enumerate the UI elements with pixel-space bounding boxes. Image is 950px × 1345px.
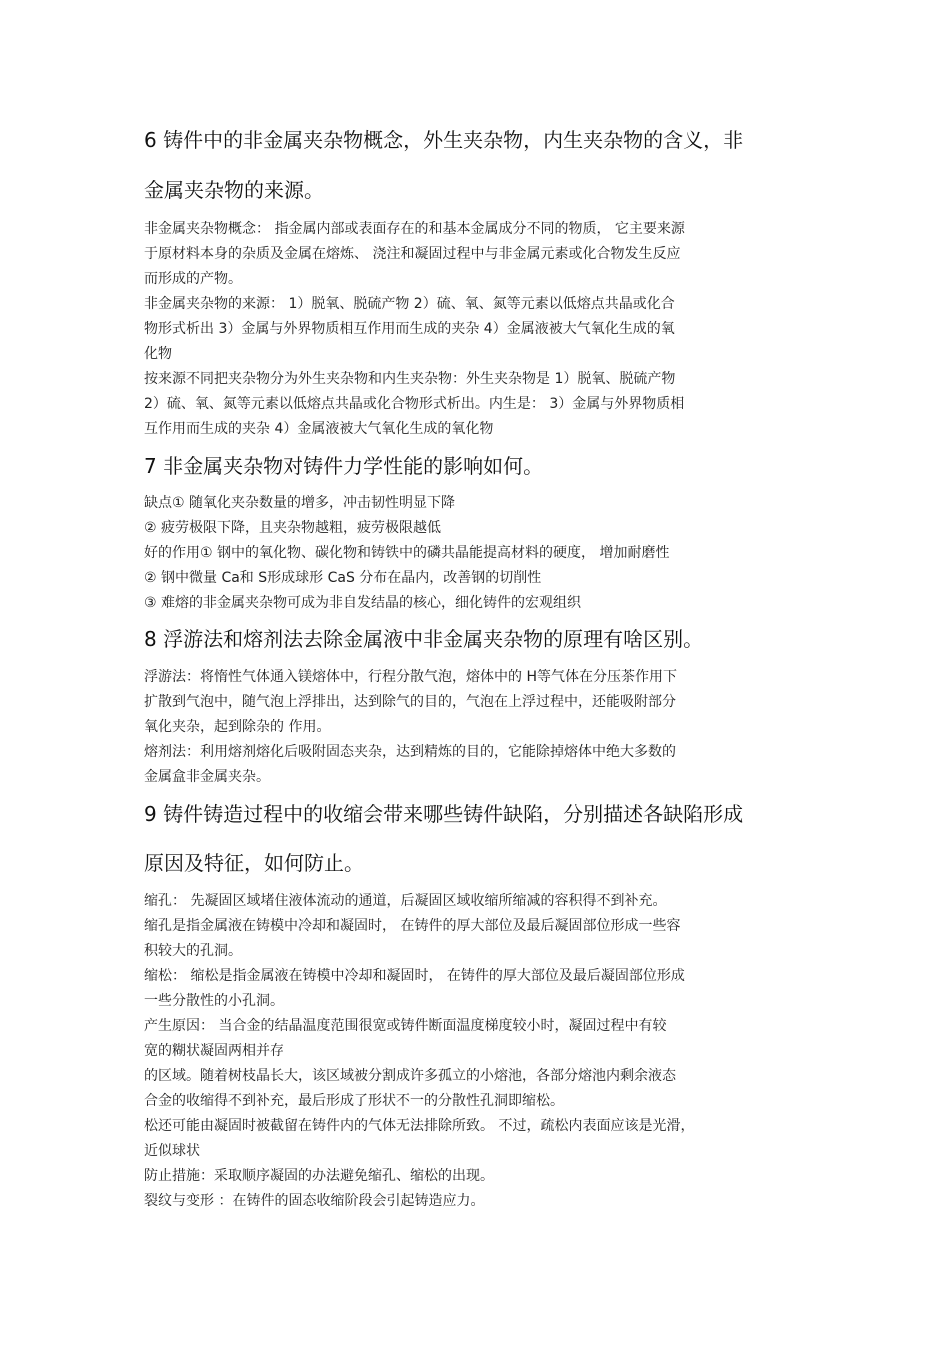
paragraph-line: 防止措施：采取顺序凝固的办法避免缩孔、缩松的出现。 — [144, 1168, 494, 1184]
section-6-heading-line-1: 6 铸件中的非金属夹杂物概念，外生夹杂物，内生夹杂物的含义，非 — [144, 128, 744, 152]
paragraph-line: 缩孔： 先凝固区域堵住液体流动的通道，后凝固区域收缩所缩减的容积得不到补充。 — [144, 893, 667, 909]
paragraph-line: 按来源不同把夹杂物分为外生夹杂物和内生夹杂物：外生夹杂物是 1）脱氧、脱硫产物 — [144, 371, 676, 387]
paragraph-line: 松还可能由凝固时被截留在铸件内的气体无法排除所致。 不过，疏松内表面应该是光滑， — [144, 1118, 695, 1134]
paragraph-line: ③ 难熔的非金属夹杂物可成为非自发结晶的核心，细化铸件的宏观组织 — [144, 595, 581, 611]
paragraph-line: 合金的收缩得不到补充，最后形成了形状不一的分散性孔洞即缩松。 — [144, 1093, 564, 1109]
paragraph-line: ② 疲劳极限下降，且夹杂物越粗，疲劳极限越低 — [144, 520, 441, 536]
paragraph-line: 缩松： 缩松是指金属液在铸模中冷却和凝固时， 在铸件的厚大部位及最后凝固部位形成 — [144, 968, 685, 984]
paragraph-line: 于原材料本身的杂质及金属在熔炼、 浇注和凝固过程中与非金属元素或化合物发生反应 — [144, 246, 681, 262]
paragraph-line: 缩孔是指金属液在铸模中冷却和凝固时， 在铸件的厚大部位及最后凝固部位形成一些容 — [144, 918, 681, 934]
paragraph-line: 近似球状 — [144, 1143, 200, 1159]
paragraph-line: 扩散到气泡中，随气泡上浮排出，达到除气的目的，气泡在上浮过程中，还能吸附部分 — [144, 694, 676, 710]
section-9-heading-line-1: 9 铸件铸造过程中的收缩会带来哪些铸件缺陷，分别描述各缺陷形成 — [144, 802, 744, 826]
paragraph-line: 一些分散性的小孔洞。 — [144, 993, 284, 1009]
paragraph-line: 金属盒非金属夹杂。 — [144, 769, 270, 785]
paragraph-line: 物形式析出 3）金属与外界物质相互作用而生成的夹杂 4）金属液被大气氧化生成的氧 — [144, 321, 675, 337]
paragraph-line: 互作用而生成的夹杂 4）金属液被大气氧化生成的氧化物 — [144, 421, 494, 437]
paragraph-line: 熔剂法：利用熔剂熔化后吸附固态夹杂，达到精炼的目的，它能除掉熔体中绝大多数的 — [144, 744, 676, 760]
paragraph-line: 非金属夹杂物的来源： 1）脱氧、脱硫产物 2）硫、氧、氮等元素以低熔点共晶或化合 — [144, 296, 675, 312]
paragraph-line: 2）硫、氧、氮等元素以低熔点共晶或化合物形式析出。内生是： 3）金属与外界物质相 — [144, 396, 685, 412]
paragraph-line: 裂纹与变形 ：在铸件的固态收缩阶段会引起铸造应力。 — [144, 1193, 485, 1209]
paragraph-line: 好的作用① 钢中的氧化物、碳化物和铸铁中的磷共晶能提高材料的硬度， 增加耐磨性 — [144, 545, 670, 561]
section-7-heading: 7 非金属夹杂物对铸件力学性能的影响如何。 — [144, 454, 544, 478]
paragraph-line: 缺点① 随氧化夹杂数量的增多，冲击韧性明显下降 — [144, 495, 455, 511]
paragraph-line: 非金属夹杂物概念： 指金属内部或表面存在的和基本金属成分不同的物质， 它主要来源 — [144, 221, 685, 237]
section-6-heading-line-2: 金属夹杂物的来源。 — [144, 178, 324, 202]
paragraph-line: 产生原因： 当合金的结晶温度范围很宽或铸件断面温度梯度较小时，凝固过程中有较 — [144, 1018, 667, 1034]
paragraph-line: ② 钢中微量 Ca和 S形成球形 CaS 分布在晶内，改善钢的切削性 — [144, 570, 542, 586]
paragraph-line: 宽的糊状凝固两相并存 — [144, 1043, 284, 1059]
paragraph-line: 积较大的孔洞。 — [144, 943, 242, 959]
paragraph-line: 的区域。随着树枝晶长大，该区域被分割成许多孤立的小熔池，各部分熔池内剩余液态 — [144, 1068, 676, 1084]
paragraph-line: 浮游法：将惰性气体通入镁熔体中，行程分散气泡，熔体中的 H等气体在分压茶作用下 — [144, 669, 677, 685]
paragraph-line: 化物 — [144, 346, 172, 362]
section-8-heading: 8 浮游法和熔剂法去除金属液中非金属夹杂物的原理有啥区别。 — [144, 627, 704, 651]
paragraph-line: 氧化夹杂，起到除杂的 作用。 — [144, 719, 331, 735]
paragraph-line: 而形成的产物。 — [144, 271, 242, 287]
section-9-heading-line-2: 原因及特征，如何防止。 — [144, 851, 364, 875]
